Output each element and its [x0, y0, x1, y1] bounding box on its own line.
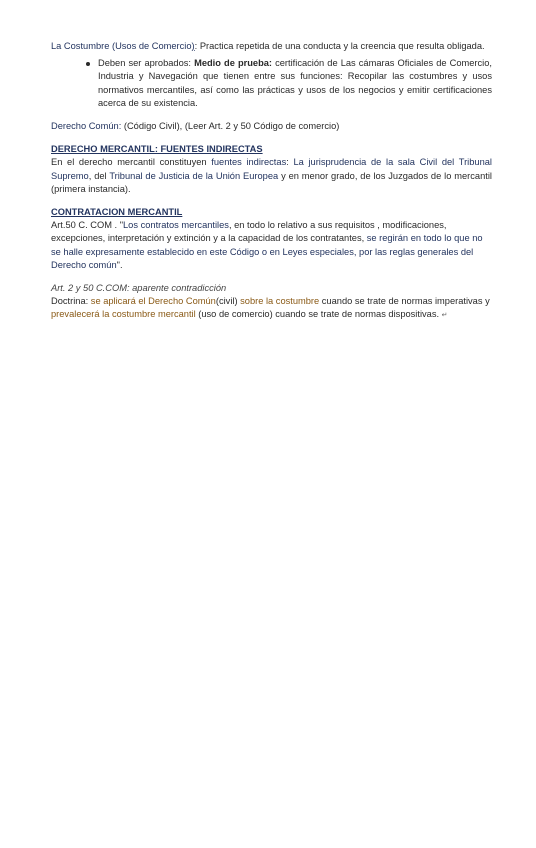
- fi-text-1: En el derecho mercantil constituyen: [51, 157, 212, 168]
- costumbre-close-paren: ): [191, 41, 195, 51]
- fuentes-indirectas-paragraph: [51, 156, 492, 196]
- derecho-comun-paragraph: [51, 120, 492, 133]
- derecho-comun-term: Derecho Común:: [51, 121, 122, 132]
- contratacion-heading: CONTRATACION MERCANTIL: [51, 207, 183, 218]
- derecho-comun-text: (Código Civil), (Leer Art. 2 y 50 Código de comercio): [121, 121, 340, 132]
- doctrina-paragraph: [51, 295, 492, 322]
- fi-fuentes-indirectas: fuentes indirectas: [211, 157, 287, 168]
- dc-text-5: cuando se trate de normas imperativas y: [319, 296, 490, 307]
- bullet-item: [51, 57, 492, 110]
- ct-text-1: Art.50 C. COM . ": [51, 220, 124, 231]
- doctrina-title: Art. 2 y 50 C.COM: aparente contradicción: [51, 283, 227, 294]
- dc-prevalecera: prevalecerá la costumbre mercantil: [51, 309, 196, 320]
- ct-text-5: ".: [116, 259, 123, 270]
- dc-text-3: (civil): [215, 296, 241, 307]
- contratacion-paragraph: [51, 219, 492, 272]
- fi-tribunal-ue: Tribunal de Justicia de la Unión Europea: [109, 170, 279, 181]
- document-content: [51, 40, 492, 323]
- dc-text-1: Doctrina:: [51, 296, 91, 307]
- fuentes-indirectas-heading: DERECHO MERCANTIL: FUENTES INDIRECTAS: [51, 144, 263, 155]
- ct-text-3: , en todo lo relativo a sus requisitos , modificaciones, excepciones, interpretación y extinción y a la capacidad de los contratantes,: [51, 220, 447, 244]
- dc-sobre-costumbre: sobre la costumbre: [240, 296, 320, 307]
- dc-derecho-comun: se aplicará el Derecho Común: [90, 296, 216, 307]
- fi-text-3: :: [286, 157, 294, 168]
- bullet-icon: [86, 62, 90, 66]
- fi-text-7: y en menor grado, de los Juzgados de lo mercantil (primera instancia).: [51, 170, 492, 194]
- dc-text-7: (uso de comercio) cuando se trate de normas dispositivas.: [195, 309, 442, 320]
- paragraph-mark-icon: ↵: [441, 312, 448, 320]
- ct-contratos: Los contratos mercantiles: [123, 220, 229, 231]
- costumbre-paragraph: [51, 40, 492, 53]
- bullet-text-1: Deben ser aprobados:: [98, 58, 195, 69]
- ct-se-regiran: se regirán en todo lo que no se halle expresamente establecido en este Código o en Leyes especiales, por las reglas generales del Derecho común: [51, 233, 483, 270]
- bullet-text-3: certificación de Las cámaras Oficiales de Comercio, Industria y Navegación que tienen entre sus funciones: Recopilar las costumbres y usos normativos mercantiles, así como las prácticas y usos de los negocios y emitir certificaciones acerca de su existencia.: [98, 58, 492, 108]
- costumbre-term: La Costumbre (Usos de Comercio: [51, 41, 192, 51]
- costumbre-definition: : Practica repetida de una conducta y la creencia que resulta obligada.: [194, 41, 485, 51]
- fi-text-5: , del: [88, 170, 110, 181]
- bullet-medio-prueba: Medio de prueba:: [194, 58, 273, 69]
- fi-jurisprudencia: La jurisprudencia de la sala Civil del Tribunal Supremo: [51, 157, 492, 181]
